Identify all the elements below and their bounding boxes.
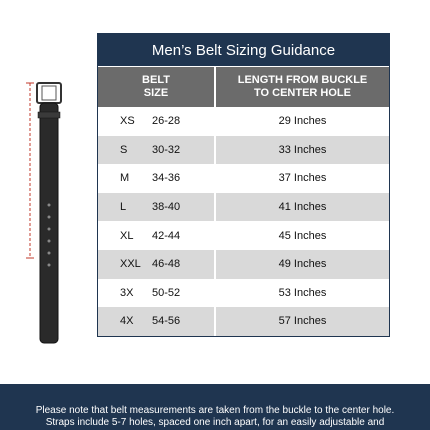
footer-note xyxy=(0,384,430,430)
length-value: 37 Inches xyxy=(278,172,327,185)
length-value: 29 Inches xyxy=(278,115,327,128)
size-code: M xyxy=(120,172,130,185)
size-code: 3X xyxy=(120,286,134,299)
footer-line-2: Straps include 5-7 holes, spaced one inch apart, for an easily adjustable and xyxy=(45,417,385,428)
table-row xyxy=(98,164,389,193)
table-row xyxy=(98,279,389,308)
waist-range: 54-56 xyxy=(152,315,181,328)
waist-range: 42-44 xyxy=(152,229,181,242)
table-row xyxy=(98,307,389,336)
waist-range: 26-28 xyxy=(152,115,181,128)
table-row xyxy=(98,193,389,222)
length-value: 45 Inches xyxy=(278,229,327,242)
header-belt-size: BELT SIZE xyxy=(98,67,216,107)
size-code: XL xyxy=(120,229,134,242)
length-value: 33 Inches xyxy=(278,143,327,156)
size-code: XXL xyxy=(120,258,141,271)
waist-range: 46-48 xyxy=(152,258,181,271)
table-row xyxy=(98,221,389,250)
table-header xyxy=(98,66,389,107)
size-code: L xyxy=(120,201,127,214)
belt-illustration-icon xyxy=(0,0,100,360)
length-value: 53 Inches xyxy=(278,286,327,299)
header-length: LENGTH FROM BUCKLE TO CENTER HOLE xyxy=(237,74,368,99)
size-code: XS xyxy=(120,115,135,128)
waist-range: 50-52 xyxy=(152,286,181,299)
table-row xyxy=(98,107,389,136)
waist-range: 30-32 xyxy=(152,143,181,156)
waist-range: 38-40 xyxy=(152,201,181,214)
size-code: 4X xyxy=(120,315,134,328)
length-value: 57 Inches xyxy=(278,315,327,328)
size-chart xyxy=(97,33,390,337)
size-code: S xyxy=(120,143,128,156)
waist-range: 34-36 xyxy=(152,172,181,185)
length-value: 41 Inches xyxy=(278,201,327,214)
table-row xyxy=(98,136,389,165)
table-row xyxy=(98,250,389,279)
length-value: 49 Inches xyxy=(278,258,327,271)
chart-title: Men’s Belt Sizing Guidance xyxy=(98,34,389,66)
footer-line-1: Please note that belt measurements are taken from the buckle to the center hole. xyxy=(35,405,395,416)
